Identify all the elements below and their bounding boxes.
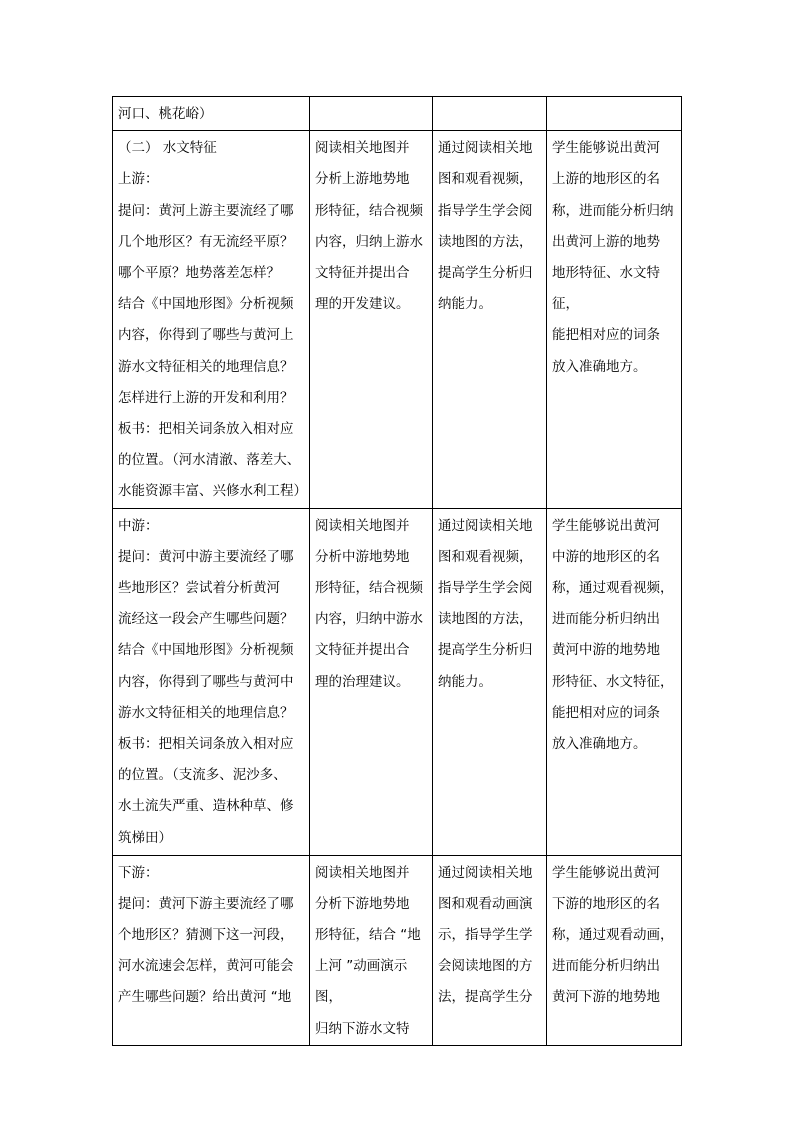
cell-text-line: 通过阅读相关地 [438,864,533,881]
cell-text-line: 提问：黄河下游主要流经了哪 [118,895,294,912]
teaching-content-cell [113,508,310,855]
cell-text-line: 图和观看视频， [438,548,533,565]
cell-text-line: 形特征、水文特征， [552,673,674,690]
design-intent-cell [433,855,547,1045]
cell-text-line: 指导学生学会阅 [438,580,533,597]
cell-text-line: 形特征，结合 “地 [315,927,421,944]
cell-text-line: 提问：黄河上游主要流经了哪 [118,202,294,219]
cell-text-line: 板书：把相关词条放入相对应 [118,736,294,753]
cell-text-line: 流经这一段会产生哪些问题？ [118,611,294,628]
design-intent-cell [433,508,547,855]
cell-text-line: 阅读相关地图并 [315,864,410,881]
cell-text-line: 怎样进行上游的开发和利用？ [118,389,294,406]
cell-text-line: 理的治理建议。 [315,673,410,690]
cell-text-line: 能把相对应的词条 [552,327,660,344]
student-activity-cell [310,97,433,131]
cell-text-line: 文特征并提出合 [315,265,410,282]
cell-text-line: 的位置。（河水清澈、落差大、 [118,452,301,469]
cell-text-line: 纳能力。 [438,673,492,690]
lesson-plan-table [112,96,682,1046]
table-row [113,855,682,1045]
cell-text-line: 阅读相关地图并 [315,517,410,534]
cell-text-line: 通过阅读相关地 [438,140,533,157]
cell-text-line: 内容，归纳上游水 [315,233,423,250]
cell-text-line: 黄河下游的地势地 [552,989,660,1006]
cell-text-line: 水土流失严重、造林种草、修 [118,798,294,815]
cell-text-line: 形特征，结合视频 [315,202,423,219]
cell-text-line: 进而能分析归纳出 [552,611,660,628]
cell-text-line: 提高学生分析归 [438,265,533,282]
cell-text-line: 放入准确地方。 [552,736,647,753]
cell-text-line: 板书：把相关词条放入相对应 [118,421,294,438]
cell-text-line: 读地图的方法， [438,233,533,250]
cell-text-line: 中游的地形区的名 [552,548,660,565]
cell-text-line: 指导学生学会阅 [438,202,533,219]
cell-text-line: 上河 ”动画演示图， [315,958,408,1006]
cell-text-line: 下游： [118,864,159,881]
cell-text-line: 下游的地形区的名 [552,895,660,912]
assessment-cell [547,855,682,1045]
cell-text-line: 内容，你得到了哪些与黄河上 [118,327,294,344]
cell-text-line: 学生能够说出黄河 [552,864,660,881]
cell-text-line: 进而能分析归纳出 [552,958,660,975]
cell-text-line: 分析上游地势地 [315,171,410,188]
cell-text-line: 文特征并提出合 [315,642,410,659]
cell-text-line: 些地形区？尝试着分析黄河 [118,580,280,597]
cell-text-line: 水能资源丰富、兴修水利工程） [118,483,307,500]
cell-text-line: 图和观看视频， [438,171,533,188]
cell-text-line: 理的开发建议。 [315,296,410,313]
design-intent-cell [433,97,547,131]
cell-text-line: 归纳下游水文特 [315,1020,410,1037]
table-row [113,131,682,508]
student-activity-cell [310,131,433,508]
student-activity-cell [310,855,433,1045]
cell-text-line: 放入准确地方。 [552,358,647,375]
student-activity-cell [310,508,433,855]
cell-text-line: 通过阅读相关地 [438,517,533,534]
cell-text-line: 哪个平原？地势落差怎样？ [118,265,280,282]
cell-text-line: 结合《中国地形图》分析视频 [118,296,294,313]
cell-text-line: 河水流速会怎样，黄河可能会 [118,958,294,975]
cell-text-line: 上游： [118,171,159,188]
cell-text-line: 法，提高学生分 [438,989,533,1006]
cell-text-line: 图和观看动画演 [438,895,533,912]
cell-text-line: 个地形区？猜测下这一河段， [118,927,294,944]
cell-text-line: 产生哪些问题？给出黄河 “地 [118,989,292,1006]
cell-text-line: 地形特征、水文特征， [552,265,660,313]
cell-text-line: 提问：黄河中游主要流经了哪 [118,548,294,565]
cell-text-line: 出黄河上游的地势 [552,233,660,250]
cell-text-line: 中游： [118,517,159,534]
assessment-cell [547,508,682,855]
cell-text-line: 内容，你得到了哪些与黄河中 [118,673,294,690]
cell-text-line: 称，通过观看动画， [552,927,674,944]
cell-text-line: 学生能够说出黄河 [552,140,660,157]
cell-text-line: 形特征，结合视频 [315,580,423,597]
cell-text-line: 游水文特征相关的地理信息？ [118,358,294,375]
cell-text-line: 分析下游地势地 [315,895,410,912]
cell-text-line: 黄河中游的地势地 [552,642,660,659]
teaching-content-cell [113,131,310,508]
cell-text-line: 能把相对应的词条 [552,704,660,721]
cell-text-line: 示，指导学生学 [438,927,533,944]
cell-text-line: 上游的地形区的名 [552,171,660,188]
cell-text-line: 纳能力。 [438,296,492,313]
cell-text-line: 学生能够说出黄河 [552,517,660,534]
cell-text-line: （二） 水文特征 [118,140,217,157]
teaching-content-cell [113,97,310,131]
cell-text-line: 读地图的方法， [438,611,533,628]
teaching-content-cell [113,855,310,1045]
cell-text-line: 河口、桃花峪） [118,106,213,122]
cell-text-line: 提高学生分析归 [438,642,533,659]
cell-text-line: 筑梯田） [118,829,172,846]
cell-text-line: 结合《中国地形图》分析视频 [118,642,294,659]
cell-text-line: 的位置。（支流多、泥沙多、 [118,767,287,784]
assessment-cell [547,131,682,508]
table-row [113,508,682,855]
table-row [113,97,682,131]
cell-text-line: 称，进而能分析归纳 [552,202,674,219]
cell-text-line: 阅读相关地图并 [315,140,410,157]
design-intent-cell [433,131,547,508]
assessment-cell [547,97,682,131]
cell-text-line: 内容，归纳中游水 [315,611,423,628]
cell-text-line: 分析中游地势地 [315,548,410,565]
cell-text-line: 几个地形区？有无流经平原？ [118,233,294,250]
cell-text-line: 游水文特征相关的地理信息？ [118,704,294,721]
cell-text-line: 会阅读地图的方 [438,958,533,975]
cell-text-line: 称，通过观看视频， [552,580,674,597]
